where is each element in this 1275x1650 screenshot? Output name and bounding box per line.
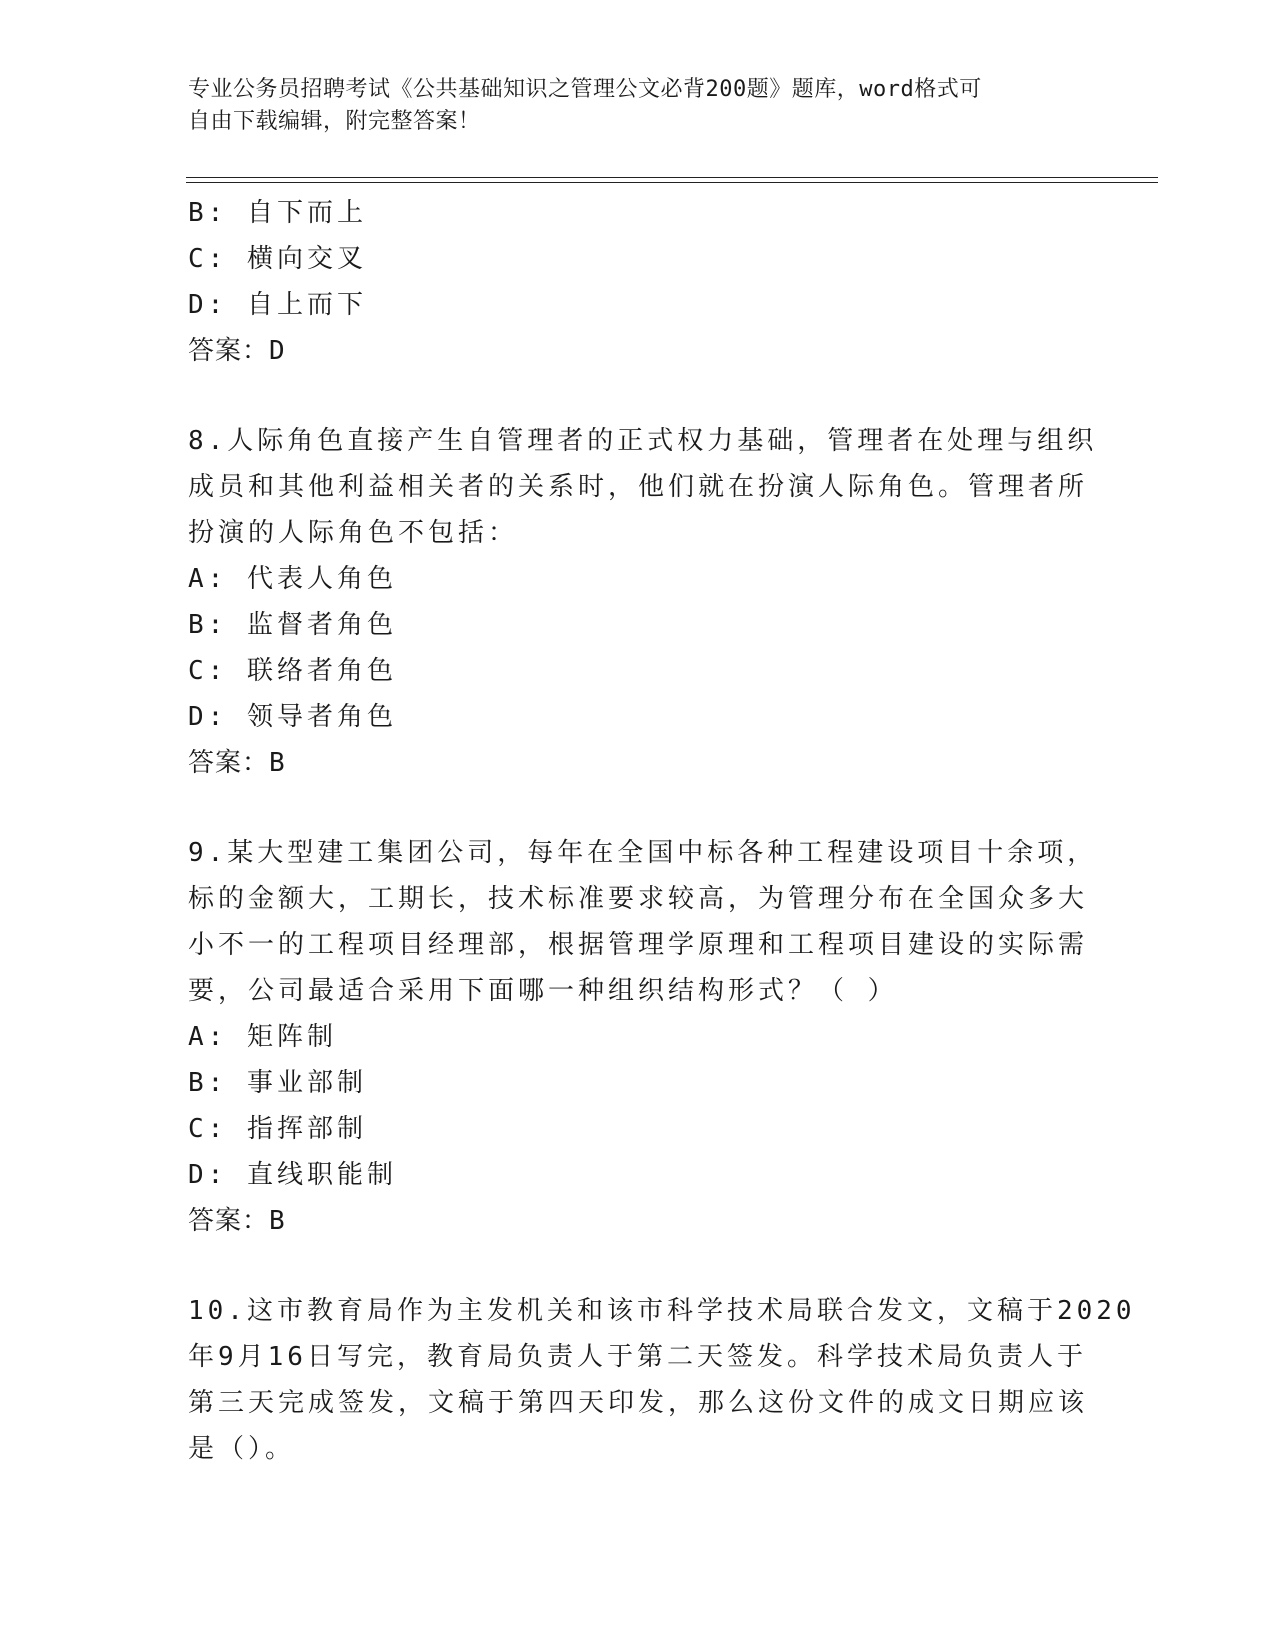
- header-line-1: 专业公务员招聘考试《公共基础知识之管理公文必背200题》题库，word格式可: [188, 77, 982, 102]
- question-text-line: 年9月16日写完，教育局负责人于第二天签发。科学技术局负责人于: [188, 1342, 1087, 1372]
- spacer: [188, 1244, 1088, 1288]
- question-text-line: 第三天完成签发，文稿于第四天印发，那么这份文件的成文日期应该: [188, 1388, 1089, 1418]
- question-text-line: 成员和其他利益相关者的关系时，他们就在扮演人际角色。管理者所: [188, 472, 1089, 502]
- question-text-line: 要，公司最适合采用下面哪一种组织结构形式？（ ）: [188, 976, 898, 1006]
- question-text-line: 9.某大型建工集团公司，每年在全国中标各种工程建设项目十余项，: [188, 838, 1098, 868]
- header-divider-top: [186, 177, 1158, 178]
- question-content: [188, 190, 1136, 1472]
- spacer: [188, 786, 1088, 830]
- question-9: [188, 830, 1098, 1244]
- option-b: B: 自下而上: [188, 198, 367, 228]
- answer: 答案：B: [188, 1206, 286, 1236]
- document-header: [188, 74, 1088, 138]
- header-line-2: 自由下载编辑，附完整答案！: [188, 109, 481, 134]
- option-d: D: 领导者角色: [188, 702, 397, 732]
- answer: 答案：D: [188, 336, 286, 366]
- option-b: B: 事业部制: [188, 1068, 367, 1098]
- question-text-line: 是（）。: [188, 1434, 296, 1464]
- option-c: C: 指挥部制: [188, 1114, 367, 1144]
- question-8: [188, 418, 1098, 786]
- option-c: C: 联络者角色: [188, 656, 397, 686]
- question-7-tail: [188, 190, 1088, 374]
- question-text-line: 扮演的人际角色不包括：: [188, 518, 519, 548]
- answer: 答案：B: [188, 748, 286, 778]
- option-d: D: 直线职能制: [188, 1160, 397, 1190]
- question-10: [188, 1288, 1136, 1472]
- option-a: A: 矩阵制: [188, 1022, 337, 1052]
- header-divider-bottom: [186, 182, 1158, 183]
- option-b: B: 监督者角色: [188, 610, 397, 640]
- question-text-line: 小不一的工程项目经理部，根据管理学原理和工程项目建设的实际需: [188, 930, 1089, 960]
- question-text-line: 标的金额大，工期长，技术标准要求较高，为管理分布在全国众多大: [188, 884, 1089, 914]
- option-a: A: 代表人角色: [188, 564, 397, 594]
- option-d: D: 自上而下: [188, 290, 367, 320]
- question-text-line: 10.这市教育局作为主发机关和该市科学技术局联合发文，文稿于2020: [188, 1296, 1136, 1326]
- question-text-line: 8.人际角色直接产生自管理者的正式权力基础，管理者在处理与组织: [188, 426, 1098, 456]
- spacer: [188, 374, 1088, 418]
- option-c: C: 横向交叉: [188, 244, 367, 274]
